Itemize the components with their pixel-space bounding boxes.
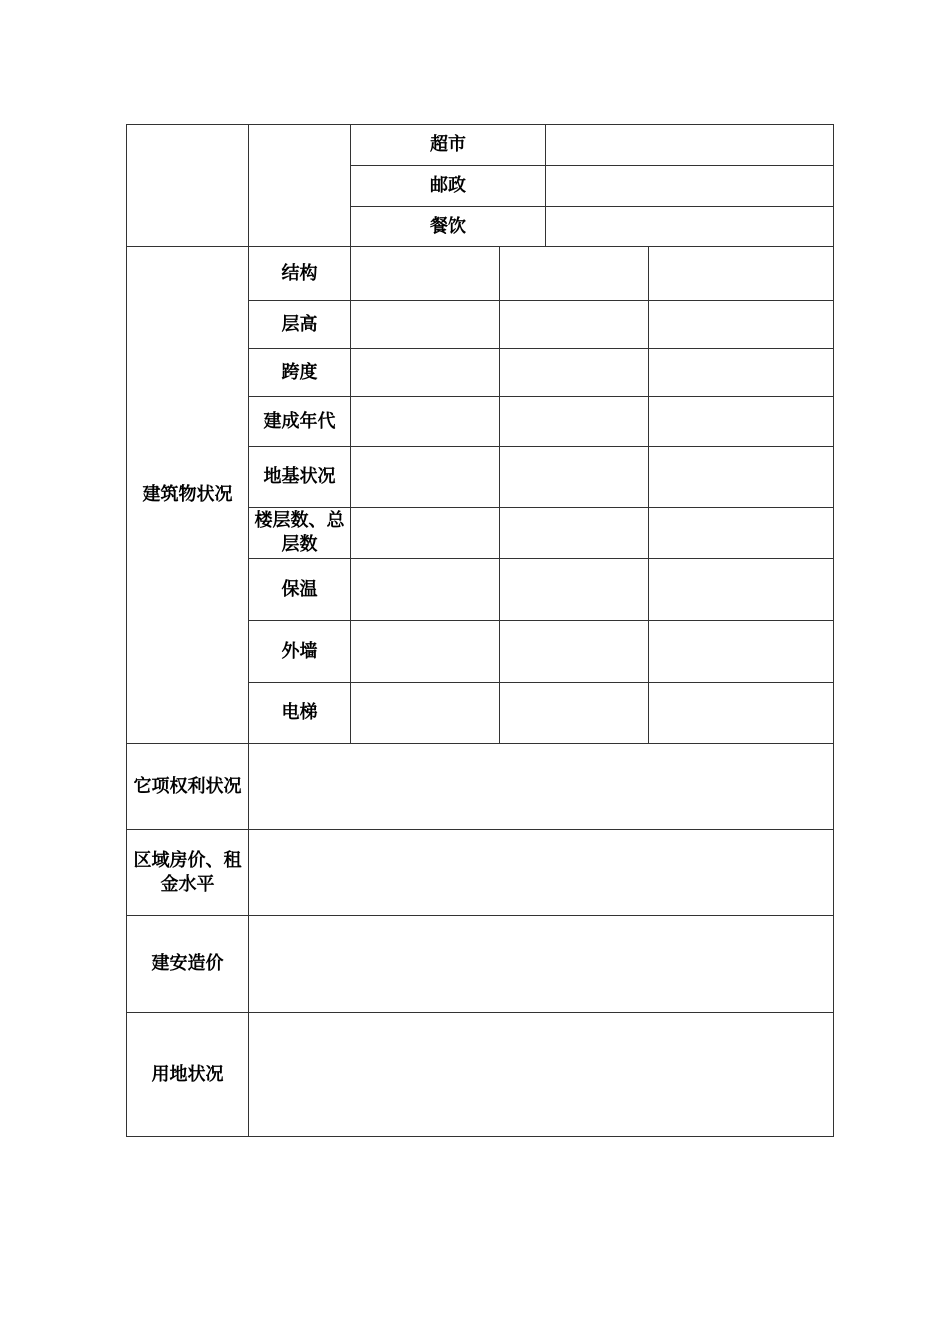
building-label-structure: 结构 xyxy=(249,247,351,301)
construction-cost-row xyxy=(127,916,834,1013)
building-label-insulation: 保温 xyxy=(249,559,351,621)
building-value-cell[interactable] xyxy=(351,683,500,744)
building-value-cell[interactable] xyxy=(351,447,500,508)
building-label-year-built: 建成年代 xyxy=(249,397,351,447)
building-value-cell[interactable] xyxy=(649,349,834,397)
regional-price-row xyxy=(127,830,834,916)
building-value-cell[interactable] xyxy=(351,397,500,447)
other-rights-row xyxy=(127,744,834,830)
facility-row-supermarket xyxy=(127,125,834,166)
building-value-cell[interactable] xyxy=(649,683,834,744)
building-label-floor-height: 层高 xyxy=(249,301,351,349)
building-label-floors: 楼层数、总层数 xyxy=(249,508,351,559)
building-value-cell[interactable] xyxy=(649,247,834,301)
building-value-cell[interactable] xyxy=(500,301,649,349)
building-value-cell[interactable] xyxy=(649,621,834,683)
facility-value-postal[interactable] xyxy=(546,166,834,207)
building-value-cell[interactable] xyxy=(351,508,500,559)
building-value-cell[interactable] xyxy=(500,397,649,447)
building-label-elevator: 电梯 xyxy=(249,683,351,744)
land-status-value[interactable] xyxy=(249,1013,834,1137)
building-value-cell[interactable] xyxy=(649,447,834,508)
construction-cost-value[interactable] xyxy=(249,916,834,1013)
building-value-cell[interactable] xyxy=(500,508,649,559)
building-value-cell[interactable] xyxy=(351,349,500,397)
building-value-cell[interactable] xyxy=(500,447,649,508)
facility-value-dining[interactable] xyxy=(546,207,834,247)
building-value-cell[interactable] xyxy=(500,349,649,397)
building-label-foundation: 地基状况 xyxy=(249,447,351,508)
other-rights-label: 它项权利状况 xyxy=(127,744,249,830)
facilities-category-cell xyxy=(127,125,249,247)
facility-label-supermarket: 超市 xyxy=(351,125,546,166)
property-survey-form xyxy=(126,124,834,1137)
regional-price-value[interactable] xyxy=(249,830,834,916)
building-label-span: 跨度 xyxy=(249,349,351,397)
building-row-structure xyxy=(127,247,834,301)
building-value-cell[interactable] xyxy=(649,301,834,349)
regional-price-label: 区域房价、租金水平 xyxy=(127,830,249,916)
land-status-row xyxy=(127,1013,834,1137)
building-value-cell[interactable] xyxy=(649,559,834,621)
other-rights-value[interactable] xyxy=(249,744,834,830)
facility-label-postal: 邮政 xyxy=(351,166,546,207)
facilities-subcategory-cell xyxy=(249,125,351,247)
building-section-label: 建筑物状况 xyxy=(127,247,249,744)
facility-value-supermarket[interactable] xyxy=(546,125,834,166)
building-value-cell[interactable] xyxy=(500,683,649,744)
building-value-cell[interactable] xyxy=(649,397,834,447)
building-value-cell[interactable] xyxy=(500,559,649,621)
building-value-cell[interactable] xyxy=(351,247,500,301)
building-value-cell[interactable] xyxy=(500,247,649,301)
building-label-exterior-wall: 外墙 xyxy=(249,621,351,683)
building-value-cell[interactable] xyxy=(351,559,500,621)
facility-label-dining: 餐饮 xyxy=(351,207,546,247)
building-value-cell[interactable] xyxy=(351,301,500,349)
building-value-cell[interactable] xyxy=(649,508,834,559)
building-value-cell[interactable] xyxy=(500,621,649,683)
land-status-label: 用地状况 xyxy=(127,1013,249,1137)
construction-cost-label: 建安造价 xyxy=(127,916,249,1013)
building-value-cell[interactable] xyxy=(351,621,500,683)
